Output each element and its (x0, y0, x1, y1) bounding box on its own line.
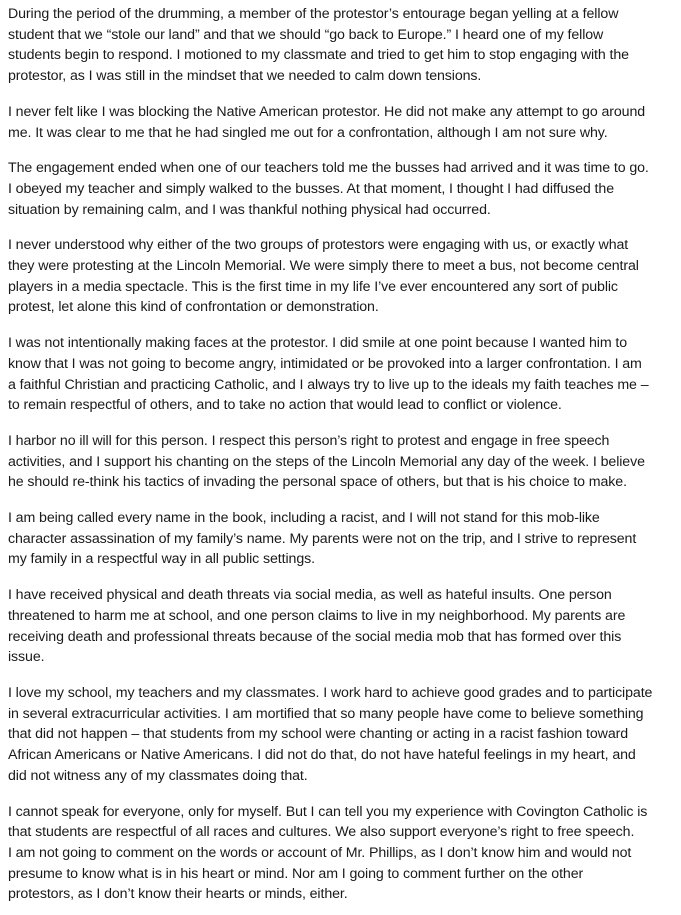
text-line: I love my school, my teachers and my classmates. I work hard to achieve good grades and to participate (8, 684, 653, 701)
text-line: know that I was not going to become angry, intimidated or be provoked into a larger confrontation. I am (8, 355, 642, 372)
paragraph-8 (8, 585, 675, 668)
text-line: I am being called every name in the book, including a racist, and I will not stand for this mob-like (8, 510, 600, 527)
paragraph-3 (8, 158, 675, 220)
paragraph-1 (8, 4, 675, 87)
text-line: I obeyed my teacher and simply walked to the busses. At that moment, I thought I had diffused the (8, 180, 614, 197)
text-line: I never understood why either of the two groups of protestors were engaging with us, or exactly what (8, 237, 629, 254)
text-line: did not witness any of my classmates doing that. (8, 767, 308, 784)
text-line: issue. (8, 649, 45, 666)
text-line: I have received physical and death threats via social media, as well as hateful insults. One person (8, 587, 612, 604)
text-line: During the period of the drumming, a member of the protestor’s entourage began yelling at a fellow (8, 6, 619, 22)
text-line: I was not intentionally making faces at the protestor. I did smile at one point because I wanted him to (8, 335, 628, 352)
text-line: presume to know what is in his heart or mind. Nor am I going to comment further on the other (8, 865, 584, 882)
text-line: he should re-think his tactics of invading the personal space of others, but that is his choice to make. (8, 474, 627, 491)
paragraph-4 (8, 235, 675, 318)
paragraph-6 (8, 431, 675, 493)
text-line: a faithful Christian and practicing Catholic, and I always try to live up to the ideals my faith teaches me – (8, 376, 649, 393)
text-line: I cannot speak for everyone, only for myself. But I can tell you my experience with Covington Catholic is (8, 803, 648, 820)
text-line: to remain respectful of others, and to take no action that would lead to conflict or violence. (8, 397, 562, 414)
text-line: protestor, as I was still in the mindset that we needed to calm down tensions. (8, 68, 482, 85)
text-line: African Americans or Native Americans. I did not do that, do not have hateful feelings in my heart, and (8, 747, 636, 764)
text-line: threatened to harm me at school, and one person claims to live in my neighborhood. My parents are (8, 607, 626, 624)
text-line: situation by remaining calm, and I was thankful nothing physical had occurred. (8, 201, 491, 218)
text-line: in several extracurricular activities. I am mortified that so many people have come to believe something (8, 705, 644, 722)
text-line: students begin to respond. I motioned to my classmate and tried to get him to stop engaging with the (8, 47, 629, 64)
text-line: my family in a respectful way in all public settings. (8, 551, 315, 568)
text-line: me. It was clear to me that he had singled me out for a confrontation, although I am not sure why. (8, 124, 608, 141)
text-line: that students are respectful of all races and cultures. We also support everyone’s right to free speech. (8, 824, 635, 841)
text-line: they were protesting at the Lincoln Memorial. We were simply there to meet a bus, not become central (8, 258, 639, 275)
text-line: I am not going to comment on the words or account of Mr. Phillips, as I don’t know him and would not (8, 844, 632, 861)
text-line: protest, let alone this kind of confrontation or demonstration. (8, 299, 379, 316)
text-line: character assassination of my family’s name. My parents were not on the trip, and I strive to represent (8, 530, 637, 547)
text-line: that did not happen – that students from my school were chanting or acting in a racist fashion toward (8, 726, 629, 743)
paragraph-7 (8, 508, 675, 570)
text-line: student that we “stole our land” and that we should “go back to Europe.” I heard one of my fellow (8, 26, 604, 43)
text-line: I harbor no ill will for this person. I respect this person’s right to protest and engage in free speech (8, 432, 610, 449)
document-body (8, 4, 675, 905)
text-line: I never felt like I was blocking the Native American protestor. He did not make any attempt to go around (8, 103, 646, 120)
text-line: players in a media spectacle. This is the first time in my life I’ve ever encountered any sort of public (8, 278, 618, 295)
text-line: receiving death and professional threats because of the social media mob that has formed over this (8, 628, 622, 645)
paragraph-5 (8, 333, 675, 416)
text-line: activities, and I support his chanting on the steps of the Lincoln Memorial any day of the week. I believe (8, 453, 645, 470)
paragraph-2 (8, 102, 675, 143)
paragraph-10 (8, 802, 675, 906)
text-line: protestors, as I don’t know their hearts or minds, either. (8, 886, 348, 903)
text-line: The engagement ended when one of our teachers told me the busses had arrived and it was time to go. (8, 160, 649, 177)
paragraph-9 (8, 683, 675, 787)
